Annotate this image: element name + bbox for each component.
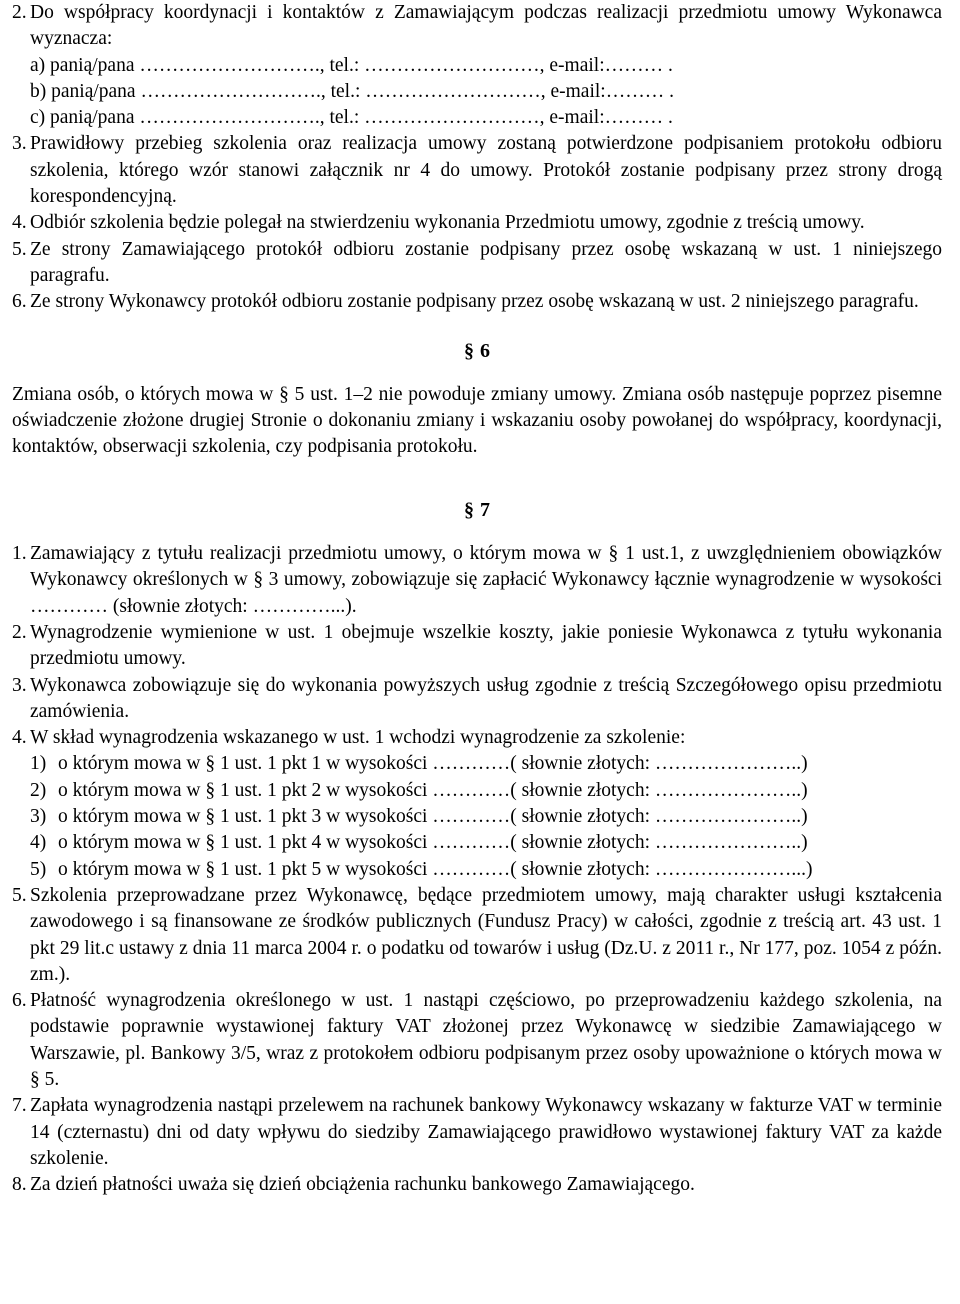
list-item-text: o którym mowa w § 1 ust. 1 pkt 4 w wysokości …………( słownie złotych: …………………..) [58, 832, 808, 854]
s7-paragraph-2 [12, 620, 942, 673]
s7-paragraph-8 [12, 1172, 942, 1198]
paragraph-number: 3. [12, 133, 27, 155]
paragraph-text: W skład wynagrodzenia wskazanego w ust. 1 wchodzi wynagrodzenie za szkolenie: [30, 727, 686, 749]
list-item-number: 4) [30, 832, 47, 854]
list-item-number: 2) [30, 779, 47, 801]
list-item-number: 3) [30, 806, 47, 828]
paragraph-text: Ze strony Zamawiającego protokół odbioru zostanie podpisany przez osobę wskazaną w ust. 1 niniejszego paragrafu. [30, 238, 942, 286]
paragraph-text: Za dzień płatności uważa się dzień obciążenia rachunku bankowego Zamawiającego. [30, 1174, 695, 1196]
remuneration-list [12, 751, 942, 882]
section-6-text: Zmiana osób, o których mowa w § 5 ust. 1–2 nie powoduje zmiany umowy. Zmiana osób następuje poprzez pisemne oświadczenie złożone drugiej Stronie o dokonaniu zmiany i wskazaniu osoby powołanej do współpracy, koordynacji, kontaktów, obserwacji szkolenia, czy podpisania protokołu. [12, 383, 942, 458]
paragraph-number: 8. [12, 1174, 27, 1196]
contact-line-c: c) panią/pana ………………………., tel.: ………………………, e-mail:……… . [30, 107, 673, 129]
paragraph-text: Prawidłowy przebieg szkolenia oraz realizacja umowy zostaną potwierdzone podpisaniem protokołu odbioru szkolenia, którego wzór stanowi załącznik nr 4 do umowy. Protokół zostanie podpisany przez strony drogą korespondencyjną. [30, 133, 942, 208]
section-number: 7 [480, 498, 490, 521]
s7-paragraph-3 [12, 673, 942, 726]
paragraph-text: Płatność wynagrodzenia określonego w ust. 1 nastąpi częściowo, po przeprowadzeniu każdego szkolenia, na podstawie poprawnie wystawionej faktury VAT złożonej przez Wykonawcę w siedzibie Zamawiającego w Warszawie, pl. Bankowy 3/5, wraz z protokołem odbioru podpisanym przez osoby upoważnione o których mowa w § 5. [30, 990, 942, 1090]
paragraph-number: 4. [12, 212, 27, 234]
list-item [30, 804, 942, 830]
list-item [30, 751, 942, 777]
paragraph-text: Do współpracy koordynacji i kontaktów z Zamawiającym podczas realizacji przedmiotu umowy Wykonawca wyznacza: [30, 2, 942, 50]
list-item [30, 778, 942, 804]
s7-paragraph-1 [12, 541, 942, 620]
paragraph-text: Zapłata wynagrodzenia nastąpi przelewem na rachunek bankowy Wykonawcy wskazany w fakturze VAT w terminie 14 (czternastu) dni od daty wpływu do siedziby Zamawiającego prawidłowo wystawionej faktury VAT za każde szkolenie. [30, 1095, 942, 1169]
paragraph-text: Wykonawca zobowiązuje się do wykonania powyższych usług zgodnie z treścią Szczegółowego opisu przedmiotu zamówienia. [30, 674, 942, 722]
paragraph-number: 5. [12, 884, 27, 906]
list-item [30, 830, 942, 856]
list-item [30, 857, 942, 883]
list-item-text: o którym mowa w § 1 ust. 1 pkt 5 w wysokości …………( słownie złotych: …………………...) [58, 858, 813, 880]
list-item-text: o którym mowa w § 1 ust. 1 pkt 1 w wysokości …………( słownie złotych: …………………..) [58, 753, 808, 775]
paragraph-number: 5. [12, 238, 27, 260]
paragraph-4 [12, 210, 942, 236]
paragraph-text: Szkolenia przeprowadzane przez Wykonawcę, będące przedmiotem umowy, mają charakter usługi kształcenia zawodowego i są finansowane ze środków publicznych (Fundusz Pracy) w całości, zgodnie z treścią art. 43 ust. 1 pkt 29 lit.c ustawy z dnia 11 marca 2004 r. o podatku od towarów i usług (Dz.U. z 2011 r., Nr 177, poz. 1054 z późn. zm.). [30, 884, 942, 985]
paragraph-number: 6. [12, 990, 27, 1012]
section-heading-7 [12, 497, 942, 523]
paragraph-number: 7. [12, 1095, 27, 1117]
paragraph-text: Odbiór szkolenia będzie polegał na stwierdzeniu wykonania Przedmiotu umowy, zgodnie z treścią umowy. [30, 212, 865, 234]
contact-lines [30, 53, 942, 132]
paragraph-number: 2. [12, 2, 27, 23]
section-number: 6 [480, 339, 490, 362]
paragraph-number: 1. [12, 543, 27, 565]
contact-line-a: a) panią/pana ………………………., tel.: ………………………, e-mail:……… . [30, 54, 673, 76]
list-item-number: 5) [30, 858, 47, 880]
contact-line-b: b) panią/pana ………………………., tel.: ………………………, e-mail:……… . [30, 80, 674, 102]
list-item-number: 1) [30, 753, 47, 775]
paragraph-number: 3. [12, 674, 27, 696]
paragraph-text: Wynagrodzenie wymienione w ust. 1 obejmuje wszelkie koszty, jakie poniesie Wykonawca z tytułu wykonania przedmiotu umowy. [30, 621, 942, 670]
s7-paragraph-7 [12, 1093, 942, 1172]
section-sign: § [464, 498, 474, 521]
paragraph-number: 2. [12, 621, 27, 643]
paragraph-number: 6. [12, 291, 27, 313]
paragraph-number: 4. [12, 727, 27, 749]
paragraph-3 [12, 131, 942, 210]
section-heading-6 [12, 338, 942, 364]
paragraph-2 [12, 0, 942, 131]
paragraph-text: Ze strony Wykonawcy protokół odbioru zostanie podpisany przez osobę wskazaną w ust. 2 niniejszego paragrafu. [30, 291, 919, 313]
s7-paragraph-6 [12, 988, 942, 1093]
section-sign: § [464, 339, 474, 362]
list-item-text: o którym mowa w § 1 ust. 1 pkt 2 w wysokości …………( słownie złotych: …………………..) [58, 779, 808, 801]
s7-paragraph-4 [12, 725, 942, 751]
paragraph-5 [12, 237, 942, 290]
list-item-text: o którym mowa w § 1 ust. 1 pkt 3 w wysokości …………( słownie złotych: …………………..) [58, 806, 808, 828]
paragraph-text: Zamawiający z tytułu realizacji przedmiotu umowy, o którym mowa w § 1 ust.1, z uwzględnieniem obowiązków Wykonawcy określonych w § 3 umowy, zobowiązuje się zapłacić Wykonawcy łącznie wynagrodzenie w wysokości ………… (słownie złotych: …………...). [30, 543, 942, 617]
s7-paragraph-5 [12, 883, 942, 988]
paragraph-6 [12, 289, 942, 315]
